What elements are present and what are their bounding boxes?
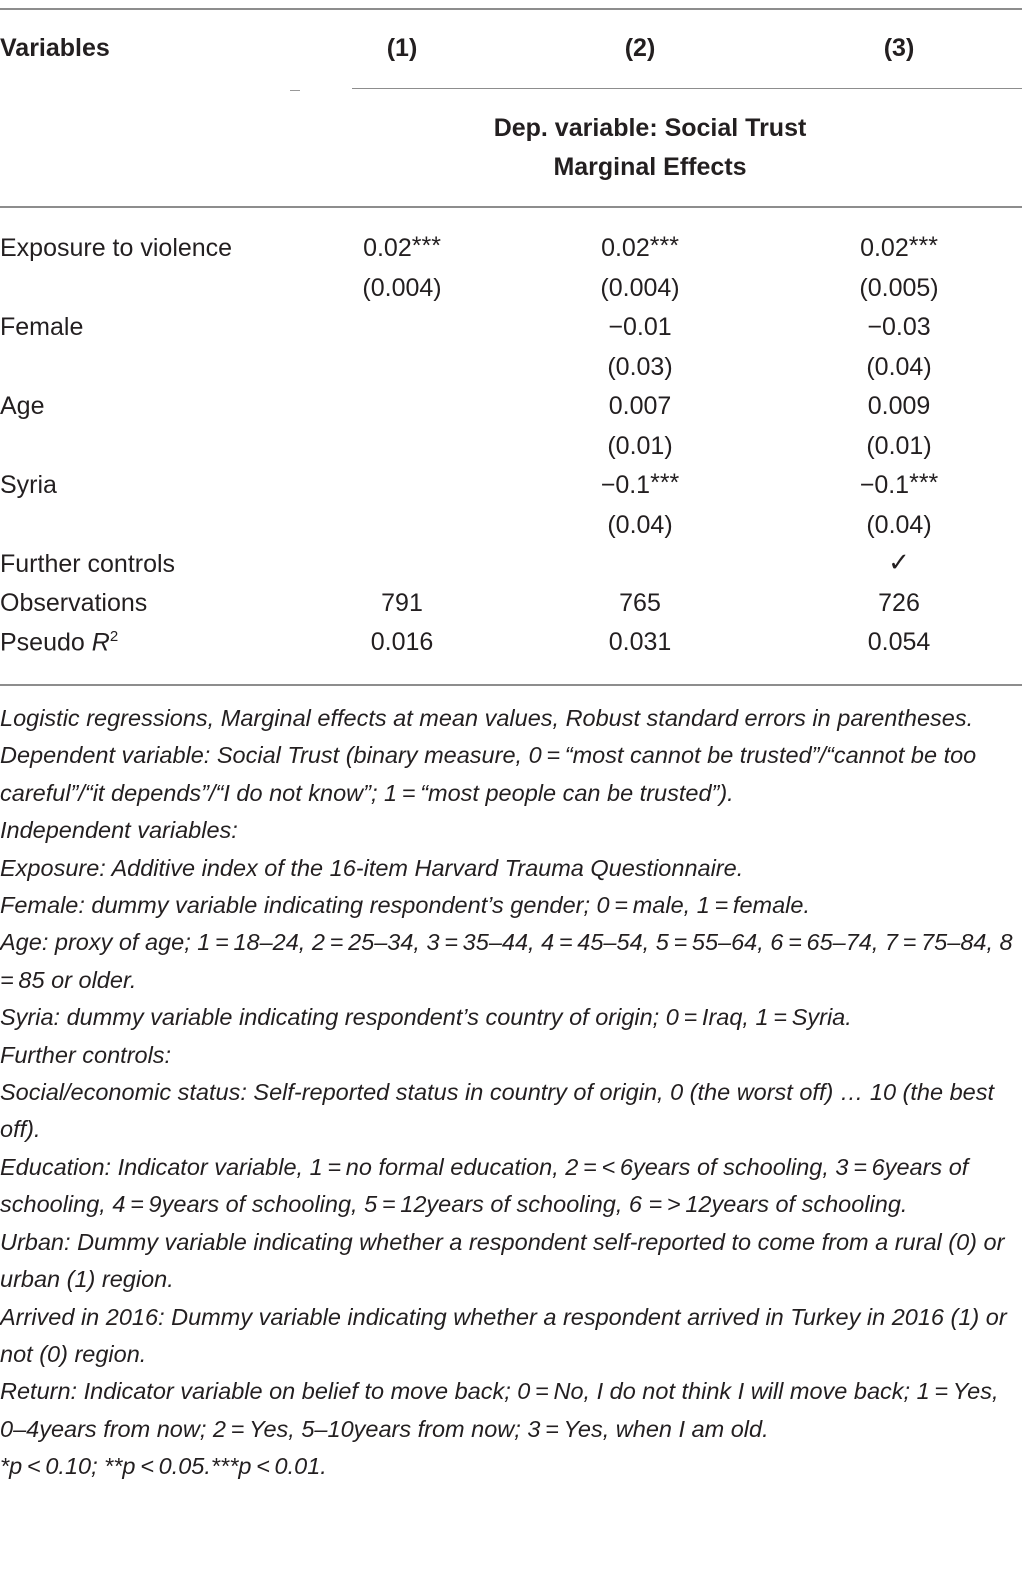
footnote: *p < 0.10; **p < 0.05.***p < 0.01. xyxy=(0,1453,327,1480)
cell-syria-2: −0.1*** xyxy=(600,469,680,499)
cell-exposure-se-3: (0.005) xyxy=(859,274,939,302)
column-header-1: (1) xyxy=(386,34,418,62)
footnote: Arrived in 2016: Dummy variable indicating whether a respondent arrived in Turkey in 2016 (1) or not (0) region. xyxy=(0,1303,1007,1367)
footnote: Female: dummy variable indicating respondent’s gender; 0 = male, 1 = female. xyxy=(0,892,810,919)
row-label-further-controls: Further controls xyxy=(0,550,176,578)
cell-exposure-2: 0.02*** xyxy=(601,232,679,262)
cell-female-2: −0.01 xyxy=(608,313,672,341)
column-header-2: (2) xyxy=(624,34,656,62)
footnote: Return: Indicator variable on belief to move back; 0 = No, I do not think I will move back; 1 = Yes, 0–4years from now; 2 = Yes, 5–10years from now; 3 = Yes, when I am old. xyxy=(0,1378,999,1442)
cell-syria-se-3: (0.04) xyxy=(866,511,932,539)
cell-female-se-2: (0.03) xyxy=(607,353,673,381)
cell-observations-3: 726 xyxy=(878,589,920,617)
dependent-variable-heading: Dep. variable: Social Trust xyxy=(493,114,807,142)
variables-header: Variables xyxy=(0,34,110,62)
checkmark-icon: ✓ xyxy=(888,548,910,578)
cell-age-3: 0.009 xyxy=(867,392,931,420)
row-label-pseudo-r2: Pseudo $R^2$ xyxy=(0,628,119,657)
cell-exposure-se-2: (0.004) xyxy=(600,274,680,302)
column-group-rule xyxy=(352,88,1022,89)
header-bottom-rule xyxy=(0,206,1022,208)
table-footnotes xyxy=(0,700,1022,1486)
row-label-exposure: Exposure to violence xyxy=(0,234,233,262)
cell-female-3: −0.03 xyxy=(867,313,931,341)
row-label-female: Female xyxy=(0,313,84,341)
marginal-effects-heading: Marginal Effects xyxy=(553,153,747,181)
footnote: Exposure: Additive index of the 16-item Harvard Trauma Questionnaire. xyxy=(0,854,744,881)
cell-age-se-3: (0.01) xyxy=(866,432,932,460)
column-header-3: (3) xyxy=(883,34,915,62)
footnote: Urban: Dummy variable indicating whether a respondent self-reported to come from a rural (0) or urban (1) region. xyxy=(0,1228,1005,1293)
cell-female-se-3: (0.04) xyxy=(866,353,932,381)
row-label-age: Age xyxy=(0,392,45,420)
cell-age-2: 0.007 xyxy=(608,392,672,420)
cell-exposure-1: 0.02*** xyxy=(363,232,441,262)
footnote: Education: Indicator variable, 1 = no formal education, 2 = < 6years of schooling, 3 = 6years of schooling, 4 = 9years of schooling, 5 = 12years of schooling, 6 = > 12years of schooling. xyxy=(0,1153,969,1218)
footnote: Dependent variable: Social Trust (binary measure, 0 = “most cannot be trusted”/“cannot be too careful”/“it depends”/“I do not know”; 1 = “most people can be trusted”). xyxy=(0,742,977,806)
cell-syria-3: −0.1*** xyxy=(859,469,939,499)
row-label-observations: Observations xyxy=(0,589,148,617)
footnote: Logistic regressions, Marginal effects at mean values, Robust standard errors in parentheses. xyxy=(0,705,974,731)
footnote: Syria: dummy variable indicating respondent’s country of origin; 0 = Iraq, 1 = Syria. xyxy=(0,1004,852,1031)
separator-tick xyxy=(290,90,300,91)
cell-exposure-se-1: (0.004) xyxy=(362,274,442,302)
footnote: Age: proxy of age; 1 = 18–24, 2 = 25–34, 3 = 35–44, 4 = 45–54, 5 = 55–64, 6 = 65–74, 7 = 75–84, 8 = 85 or older. xyxy=(0,929,1018,993)
cell-exposure-3: 0.02*** xyxy=(860,232,938,262)
cell-syria-se-2: (0.04) xyxy=(607,511,673,539)
footnote: Social/economic status: Self-reported status in country of origin, 0 (the worst off) … 10 (the best off). xyxy=(0,1079,994,1143)
cell-observations-1: 791 xyxy=(381,589,423,617)
table-top-rule xyxy=(0,8,1022,10)
cell-pseudo-r2-1: 0.016 xyxy=(370,628,434,656)
cell-age-se-2: (0.01) xyxy=(607,432,673,460)
table-bottom-rule xyxy=(0,684,1022,686)
footnote: Further controls: xyxy=(0,1041,172,1068)
cell-pseudo-r2-2: 0.031 xyxy=(608,628,672,656)
row-label-syria: Syria xyxy=(0,471,57,499)
footnote: Independent variables: xyxy=(0,817,238,844)
cell-pseudo-r2-3: 0.054 xyxy=(867,628,931,656)
cell-observations-2: 765 xyxy=(619,589,661,617)
